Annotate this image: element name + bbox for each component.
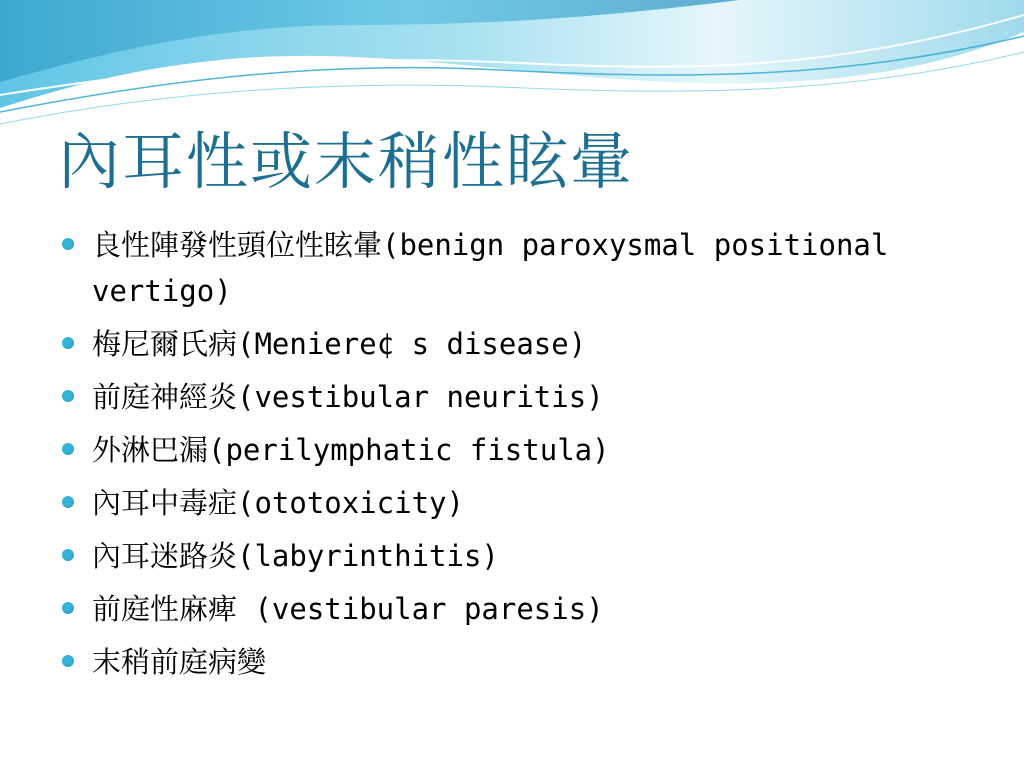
bullet-text: 梅尼爾氏病(Meniere¢ s disease) xyxy=(92,327,587,361)
bullet-dot-icon xyxy=(62,496,74,508)
bullet-item xyxy=(60,427,980,473)
bullet-text: 良性陣發性頭位性眩暈(benign paroxysmal positional vertigo) xyxy=(92,228,889,308)
bullet-item xyxy=(60,374,980,420)
bullet-list xyxy=(60,222,980,692)
bullet-dot-icon xyxy=(62,390,74,402)
bullet-item xyxy=(60,533,980,579)
bullet-dot-icon xyxy=(62,238,74,250)
bullet-dot-icon xyxy=(62,655,74,667)
bullet-text: 前庭神經炎(vestibular neuritis) xyxy=(92,380,604,414)
bullet-text: 末稍前庭病變 xyxy=(92,645,267,679)
bullet-item xyxy=(60,480,980,526)
bullet-item xyxy=(60,586,980,632)
bullet-text: 內耳迷路炎(labyrinthitis) xyxy=(92,539,499,573)
bullet-text: 前庭性麻痺 (vestibular paresis) xyxy=(92,592,604,626)
bullet-dot-icon xyxy=(62,602,74,614)
bullet-dot-icon xyxy=(62,443,74,455)
bullet-text: 內耳中毒症(ototoxicity) xyxy=(92,486,464,520)
bullet-item xyxy=(60,639,980,685)
bullet-item xyxy=(60,321,980,367)
header-wave-graphic xyxy=(0,0,1024,130)
bullet-text: 外淋巴漏(perilymphatic fistula) xyxy=(92,433,610,467)
slide-title: 內耳性或末稍性眩暈 xyxy=(58,125,635,198)
bullet-dot-icon xyxy=(62,549,74,561)
bullet-dot-icon xyxy=(62,337,74,349)
bullet-item xyxy=(60,222,980,314)
